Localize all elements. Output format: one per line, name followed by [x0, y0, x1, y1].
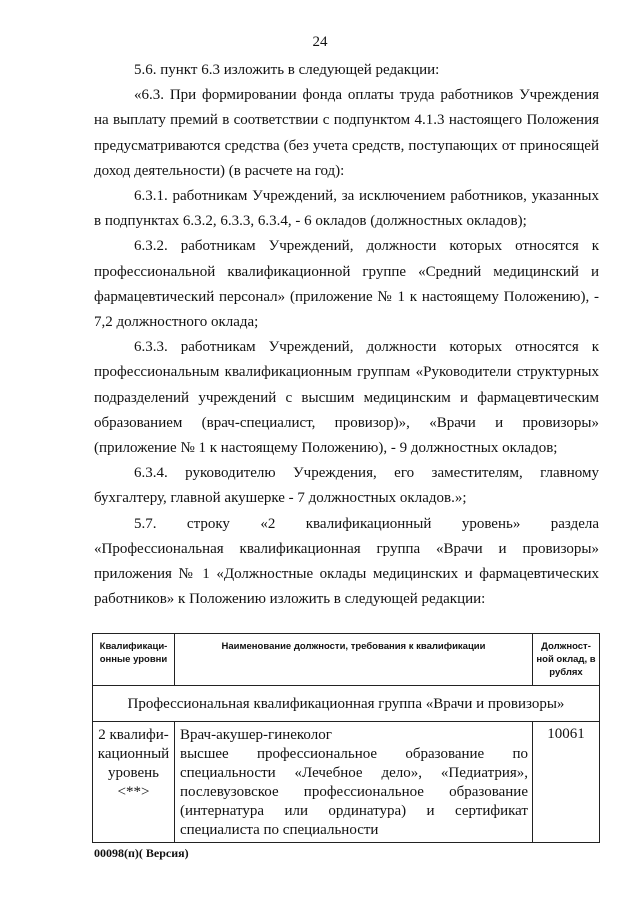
- position-requirements: высшее профессиональное образование по специальности «Лечебное дело», «Педиатрия», послевузовское профессиональное образование (интернатура или ординатура) и сертификат специалиста по специальности: [180, 746, 528, 838]
- paragraph-5-7: 5.7. строку «2 квалификационный уровень» раздела «Профессиональная квалификационная группа «Врачи и провизоры» приложения № 1 «Должностные оклады медицинских и фармацевтических работников» к Положению изложить в следующей редакции:: [94, 515, 599, 608]
- header-levels: Квалификаци-онные уровни: [93, 634, 175, 686]
- group-title-row: [93, 686, 600, 722]
- salary-cell: 10061: [533, 722, 600, 843]
- level-cell: 2 квалифи-кационный уровень <**>: [93, 722, 175, 843]
- paragraph-6-3: «6.3. При формировании фонда оплаты труда работников Учреждения на выплату премий в соответствии с подпунктом 4.1.3 настоящего Положения предусматриваются средства (без учета средств, поступающих от приносящей доход деятельности) (в расчете на год):: [94, 87, 599, 179]
- header-positions: Наименование должности, требования к квалификации: [175, 634, 533, 686]
- group-title: Профессиональная квалификационная группа «Врачи и провизоры»: [93, 686, 600, 722]
- table-header-row: [93, 634, 600, 686]
- table-row: [93, 722, 600, 843]
- document-version: 00098(п)( Версия): [94, 846, 189, 860]
- paragraph-5-6: 5.6. пункт 6.3 изложить в следующей редакции:: [134, 62, 440, 78]
- page-number: 24: [312, 34, 328, 50]
- header-salary: Должност-ной оклад, в рублях: [533, 634, 600, 686]
- paragraph-6-3-1: 6.3.1. работникам Учреждений, за исключением работников, указанных в подпунктах 6.3.2, 6.3.3, 6.3.4, - 6 окладов (должностных окладов);: [94, 188, 599, 230]
- position-cell: [175, 722, 533, 843]
- document-body: [94, 58, 599, 612]
- position-title: Врач-акушер-гинеколог: [180, 727, 332, 743]
- paragraph-6-3-4: 6.3.4. руководителю Учреждения, его заместителям, главному бухгалтеру, главной акушерке - 7 должностных окладов.»;: [94, 465, 599, 507]
- paragraph-6-3-3: 6.3.3. работникам Учреждений, должности которых относятся к профессиональным квалификационным группам «Руководители структурных подразделений учреждений с высшим медицинским и фармацевтическим образованием (врач-специалист, провизор)», «Врачи и провизоры» (приложение № 1 к настоящему Положению), - 9 должностных окладов;: [94, 339, 599, 457]
- paragraph-6-3-2: 6.3.2. работникам Учреждений, должности которых относятся к профессиональной квалификационной группе «Средний медицинский и фармацевтический персонал» (приложение № 1 к настоящему Положению), - 7,2 должностного оклада;: [94, 238, 599, 331]
- qualification-table: [92, 633, 600, 843]
